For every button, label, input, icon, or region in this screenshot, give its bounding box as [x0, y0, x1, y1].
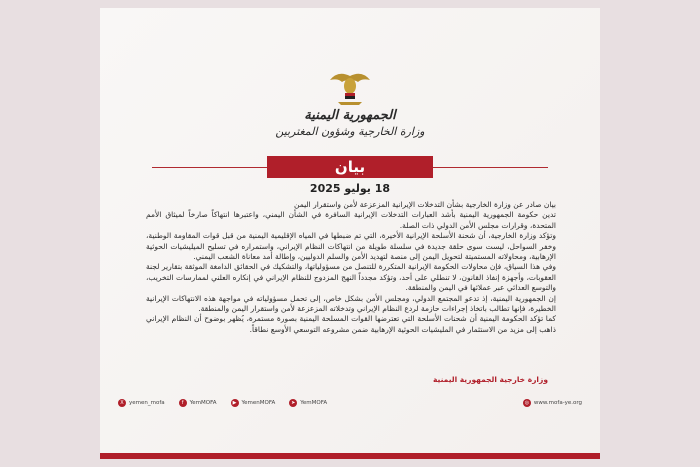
statement-card — [100, 8, 600, 459]
country-title: الجمهورية اليمنية — [304, 108, 396, 123]
youtube-icon: ▶ — [231, 399, 239, 407]
social-footer — [118, 392, 582, 414]
youtube-link[interactable]: ▶ YemenMOFA — [231, 399, 276, 407]
body-paragraph: بيان صادر عن وزارة الخارجية بشأن التدخلات الإيرانية المزعزعة لأمن واستقرار اليمن — [294, 200, 556, 209]
website-link[interactable]: ◎ www.mofa-ye.org — [524, 400, 582, 406]
signature: وزارة خارجية الجمهورية اليمنية — [433, 375, 548, 384]
globe-icon: ◎ — [524, 400, 530, 406]
body-paragraph: وفي هذا السياق، فإن محاولات الحكومة الإيرانية المتكررة للتنصل من مسؤولياتها، والتشكيك في الحقائق الدامغة الموثقة بتقارير لجنة العقوبات، وأجهزة إنفاذ القانون، لا تنطلي على أحد، وتؤكد مجدداً النهج المزدوج للنظام الإيراني في إنكاره العلني لممارسات التخريب، والتوسع العدائي عبر عملائها في اليمن والمنطقة. — [146, 262, 556, 293]
statement-body — [146, 200, 556, 335]
body-paragraph: كما تؤكد الحكومة اليمنية أن شحنات الأسلحة التي تعترضها القوات المسلحة اليمنية بصورة مستمرة، يُظهر بوضوح أن النظام الإيراني ذاهب إلى مزيد من الاستثمار في المليشيات الحوثية الإرهابية ضمن مشروعه التوسعي الأوسع نطاقاً. — [146, 314, 556, 334]
statement-date: 18 يوليو 2025 — [309, 182, 391, 195]
bottom-accent-bar — [100, 453, 600, 459]
x-icon: X — [118, 399, 126, 407]
body-paragraph: إن الجمهورية اليمنية، إذ تدعو المجتمع الدولي، ومجلس الأمن بشكل خاص، إلى تحمل مسؤولياته في مواجهة هذه الانتهاكات الإيرانية الخطيرة، فإنها تطالب باتخاذ إجراءات حازمة لردع النظام الإيراني وتدخلاته المزعزعة لأمن واستقرار اليمن والمنطقة. — [146, 293, 556, 314]
x-link[interactable]: X yemen_mofa — [118, 399, 165, 407]
ministry-title: وزارة الخارجية وشؤون المغتربين — [275, 125, 425, 138]
body-paragraph: تدين حكومة الجمهورية اليمنية بأشد العبارات التدخلات الإيرانية السافرة في الشأن اليمني، واعتبرها انتهاكاً صارخاً لميثاق الأمم المتحدة، وقرارات مجلس الأمن الدولي ذات الصلة. — [146, 210, 556, 230]
facebook-link[interactable]: f YemMOFA — [179, 399, 217, 407]
yemen-emblem-icon — [328, 66, 372, 106]
body-paragraph: وتؤكد وزارة الخارجية، أن شحنة الأسلحة الإيرانية الأخيرة، التي تم ضبطها في المياه الإقليمية اليمنية من قبل قوات المقاومة الوطنية، وخفر السواحل، ليست سوى حلقة جديدة في سلسلة طويلة من انتهاكات النظام الإيراني، واستمراره في تسليح الميليشيات الحوثية الإرهابية، ومحاولاته المستميتة لتحويل اليمن إلى منصة لتهديد الأمن والسلم الدوليين، وإطالة أمد معاناة الشعب اليمني. — [146, 231, 556, 262]
statement-banner: بيان — [267, 156, 433, 178]
telegram-icon: ➤ — [291, 400, 296, 406]
facebook-icon: f — [179, 399, 187, 407]
telegram-link[interactable]: ➤ YemMOFA — [291, 400, 328, 406]
